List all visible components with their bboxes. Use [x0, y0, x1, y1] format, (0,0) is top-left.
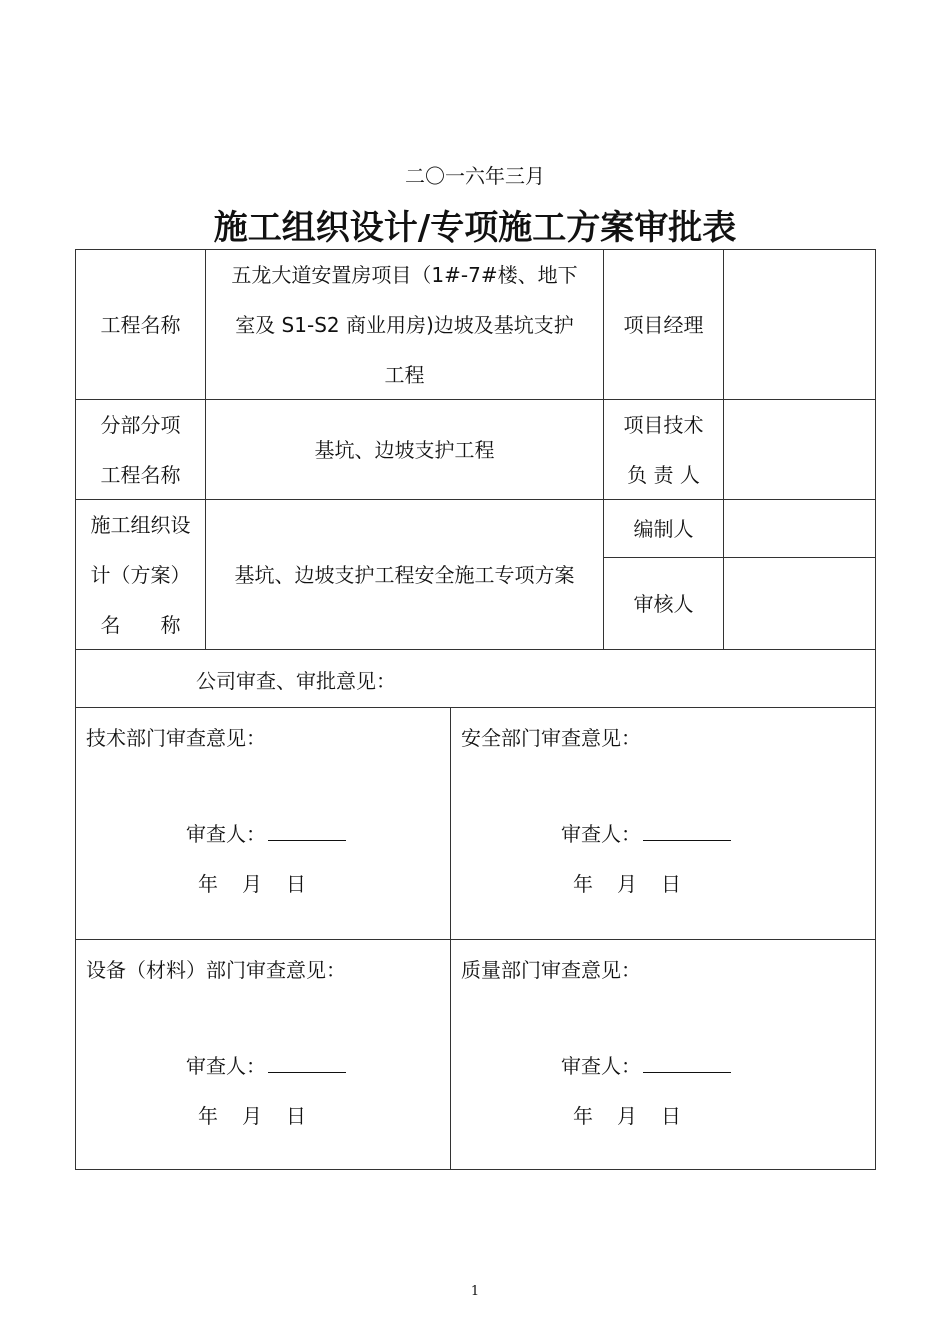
reviewer-label: 审查人：: [186, 1054, 266, 1078]
plan-name-label: [76, 500, 205, 649]
project-name-value: [206, 250, 603, 399]
plan-name-label-line-2: 计（方案）: [90, 562, 191, 587]
compiler-label: 编制人: [633, 516, 694, 541]
form-date: 二〇一六年三月: [405, 164, 545, 188]
safety-review-heading: 安全部门审查意见：: [461, 726, 641, 750]
project-name-label: 工程名称: [100, 312, 181, 337]
safety-review-block: [451, 708, 875, 939]
company-opinion-row: [76, 650, 875, 707]
sub-project-label-line-2: 工程名称: [100, 462, 181, 487]
signature-line[interactable]: [268, 1054, 346, 1073]
reviewer-label: 审查人：: [561, 822, 641, 846]
form-title: 施工组织设计/专项施工方案审批表: [213, 208, 737, 248]
company-opinion-label: 公司审查、审批意见：: [196, 669, 396, 693]
technical-review-heading: 技术部门审查意见：: [86, 726, 266, 750]
safety-reviewer-signature: [561, 818, 731, 847]
signature-line[interactable]: [268, 822, 346, 841]
project-name-line-1: 五龙大道安置房项目（1#-7#楼、地下: [231, 262, 578, 287]
plan-name-value: 基坑、边坡支护工程安全施工专项方案: [234, 562, 575, 587]
sub-project-label-line-1: 分部分项: [100, 412, 181, 437]
safety-review-date: 年 月 日: [573, 872, 683, 896]
quality-review-block: [451, 940, 875, 1169]
signature-line[interactable]: [643, 1054, 731, 1073]
quality-review-heading: 质量部门审查意见：: [461, 958, 641, 982]
project-manager-label: 项目经理: [623, 312, 704, 337]
equipment-review-date: 年 月 日: [198, 1104, 308, 1128]
equipment-review-heading: 设备（材料）部门审查意见：: [86, 958, 346, 982]
technical-lead-label: [604, 400, 723, 499]
technical-review-block: [76, 708, 450, 939]
technical-lead-field[interactable]: [724, 400, 875, 499]
reviewer-label: 审核人: [633, 591, 694, 616]
technical-lead-label-line-1: 项目技术: [623, 412, 704, 437]
page-number: 1: [470, 1284, 480, 1299]
signature-line[interactable]: [643, 822, 731, 841]
technical-lead-label-line-2: 负 责 人: [627, 462, 700, 487]
technical-reviewer-signature: [186, 818, 346, 847]
compiler-field[interactable]: [724, 500, 875, 557]
equipment-reviewer-signature: [186, 1050, 346, 1079]
technical-review-date: 年 月 日: [198, 872, 308, 896]
project-manager-field[interactable]: [724, 250, 875, 399]
reviewer-label: 审查人：: [186, 822, 266, 846]
equipment-review-block: [76, 940, 450, 1169]
sub-project-value: 基坑、边坡支护工程: [314, 437, 495, 462]
project-name-line-2: 室及 S1-S2 商业用房)边坡及基坑支护: [235, 312, 574, 337]
plan-name-label-line-1: 施工组织设: [90, 512, 191, 537]
quality-reviewer-signature: [561, 1050, 731, 1079]
reviewer-field[interactable]: [724, 558, 875, 649]
sub-project-label: [76, 400, 205, 499]
project-name-line-3: 工程: [384, 362, 425, 387]
quality-review-date: 年 月 日: [573, 1104, 683, 1128]
plan-name-label-line-3: 名 称: [100, 612, 181, 637]
reviewer-label: 审查人：: [561, 1054, 641, 1078]
